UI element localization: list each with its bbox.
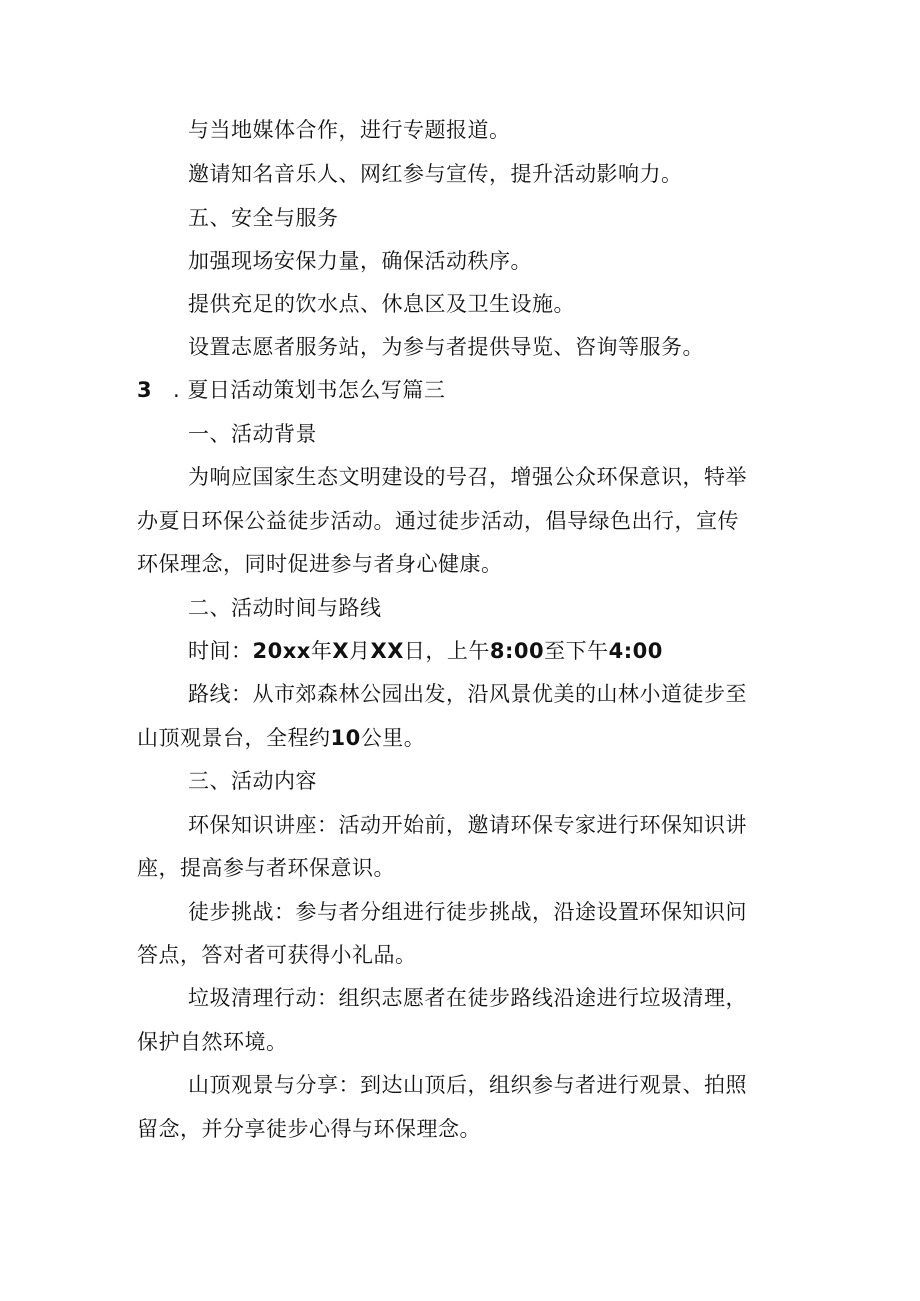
content-3-line-2: 保护自然环境。 xyxy=(137,1030,288,1054)
content-4-line-2: 留念，并分享徒步心得与环保理念。 xyxy=(137,1117,481,1141)
route-line-1: 路线：从市郊森林公园出发，沿风景优美的山林小道徒步至 xyxy=(188,682,747,706)
paragraph-security: 加强现场安保力量，确保活动秩序。 xyxy=(188,249,532,273)
time-month: X xyxy=(332,639,350,663)
time-label: 时间： xyxy=(188,639,253,663)
time-day: XX xyxy=(370,639,404,663)
time-line xyxy=(188,636,663,666)
section-title-safety: 五、安全与服务 xyxy=(188,206,339,230)
subtitle-background: 一、活动背景 xyxy=(188,422,317,446)
route-distance: 10 xyxy=(330,726,361,750)
time-end: 4:00 xyxy=(608,639,663,663)
time-day-unit: 日，上午 xyxy=(403,639,490,663)
paragraph-media-cooperation: 与当地媒体合作，进行专题报道。 xyxy=(188,118,511,142)
paragraph-volunteer-station: 设置志愿者服务站，为参与者提供导览、咨询等服务。 xyxy=(188,335,704,359)
background-line-1: 为响应国家生态文明建设的号召，增强公众环保意识，特举 xyxy=(188,465,747,489)
content-4-line-1: 山顶观景与分享：到达山顶后，组织参与者进行观景、拍照 xyxy=(188,1073,747,1097)
background-line-3: 环保理念，同时促进参与者身心健康。 xyxy=(137,552,503,576)
time-to: 至下午 xyxy=(544,639,609,663)
background-line-2: 办夏日环保公益徒步活动。通过徒步活动，倡导绿色出行，宣传 xyxy=(137,509,739,533)
content-1-line-1: 环保知识讲座：活动开始前，邀请环保专家进行环保知识讲 xyxy=(188,813,747,837)
time-year-unit: 年 xyxy=(310,639,333,663)
time-start: 8:00 xyxy=(489,639,545,663)
content-2-line-1: 徒步挑战：参与者分组进行徒步挑战，沿途设置环保知识问 xyxy=(188,900,747,924)
subtitle-time-route: 二、活动时间与路线 xyxy=(188,596,382,620)
section-heading xyxy=(137,375,445,405)
section-heading-number: 3 xyxy=(137,378,153,402)
route-line-2 xyxy=(137,723,425,753)
paragraph-invite-influencers: 邀请知名音乐人、网红参与宣传，提升活动影响力。 xyxy=(188,162,683,186)
route-line-2-end: 公里。 xyxy=(360,726,426,750)
section-heading-title: . 夏日活动策划书怎么写篇三 xyxy=(173,378,446,402)
route-line-2-start: 山顶观景台，全程约 xyxy=(137,726,331,750)
content-3-line-1: 垃圾清理行动：组织志愿者在徒步路线沿途进行垃圾清理， xyxy=(188,986,747,1010)
content-1-line-2: 座，提高参与者环保意识。 xyxy=(137,856,395,880)
paragraph-facilities: 提供充足的饮水点、休息区及卫生设施。 xyxy=(188,292,575,316)
subtitle-content: 三、活动内容 xyxy=(188,769,317,793)
time-month-unit: 月 xyxy=(349,639,371,663)
time-year: 20xx xyxy=(252,639,311,663)
content-2-line-2: 答点，答对者可获得小礼品。 xyxy=(137,943,417,967)
